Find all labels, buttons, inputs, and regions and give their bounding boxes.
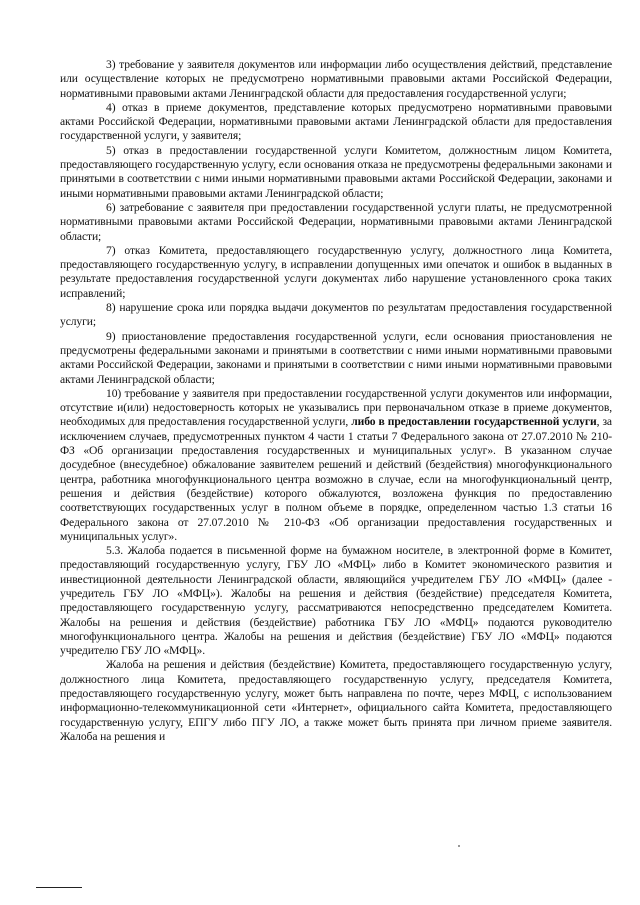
paragraph-item-9: 9) приостановление предоставления государственной услуги, если основания приостановления не предусмотрены федеральными законами и принятыми в соответствии с ними иными нормативными правовыми актами Российской Федерации, законами и принятыми в соответствии с ними иными нормативными правовыми актами Ленинградской области; xyxy=(60,329,612,386)
paragraph-5-3: 5.3. Жалоба подается в письменной форме на бумажном носителе, в электронной форме в Комитет, предоставляющий государственную услугу, ГБУ ЛО «МФЦ» либо в Комитет экономического развития и инвестиционной деятельности Ленинградской области, являющийся учредителем ГБУ ЛО «МФЦ» (далее - учредитель ГБУ ЛО «МФЦ»). Жалобы на решения и действия (бездействие) председателя Комитета, предоставляющего государственную услугу, рассматриваются непосредственно председателем Комитета. Жалобы на решения и действия (бездействие) работника ГБУ ЛО «МФЦ» подаются руководителю многофункционального центра. Жалобы на решения и действия (бездействие) ГБУ ЛО «МФЦ» подаются учредителю ГБУ ЛО «МФЦ». xyxy=(60,544,612,658)
paragraph-item-4: 4) отказ в приеме документов, представление которых предусмотрено нормативными правовыми актами Российской Федерации, нормативными правовыми актами Ленинградской области для предоставления государственной услуги, у заявителя; xyxy=(60,100,612,143)
paragraph-item-10-start: 10) требование у заявителя при предоставлении государственной услуги документов или информации, отсутствие и(или) недостоверность которых не указывались при первоначальном отказе в приеме документов, необходимых для предоставления государственной услуги, xyxy=(60,386,612,429)
paragraph-item-10 xyxy=(60,387,612,544)
scan-speck xyxy=(458,845,460,847)
paragraph-complaint-channels: Жалоба на решения и действия (бездействие) Комитета, предоставляющего государственную услугу, должностного лица Комитета, предоставляющего государственную услугу, председателя Комитета, предоставляющего государственную услугу, может быть направлена по почте, через МФЦ, с использованием информационно-телекоммуникационной сети «Интернет», официального сайта Комитета, предоставляющего государственную услугу, ЕПГУ либо ПГУ ЛО, а также может быть принята при личном приеме заявителя. Жалоба на решения и xyxy=(60,658,612,743)
paragraph-item-6: 6) затребование с заявителя при предоставлении государственной услуги платы, не предусмотренной нормативными правовыми актами Российской Федерации, нормативными правовыми актами Ленинградской области; xyxy=(60,200,612,243)
footnote-rule xyxy=(36,887,82,888)
paragraph-item-3: 3) требование у заявителя документов или информации либо осуществления действий, представление или осуществление которых не предусмотрено нормативными правовыми актами Российской Федерации, нормативными правовыми актами Ленинградской области для предоставления государственной услуги; xyxy=(60,58,612,100)
paragraph-item-7: 7) отказ Комитета, предоставляющего государственную услугу, должностного лица Комитета, предоставляющего государственную услугу, в исправлении допущенных ими опечаток и ошибок в выданных в результате предоставления государственной услуги документах либо нарушение установленного срока таких исправлений; xyxy=(60,243,612,300)
paragraph-item-8: 8) нарушение срока или порядка выдачи документов по результатам предоставления государственной услуги; xyxy=(60,301,612,329)
document-page xyxy=(60,58,612,744)
paragraph-item-10-end: , за исключением случаев, предусмотренных пунктом 4 части 1 статьи 7 Федерального закона от 27.07.2010 № 210-ФЗ «Об организации предоставления государственных и муниципальных услуг». В указанном случае досудебное (внесудебное) обжалование заявителем решений и действий (бездействия) многофункционального центра, работника многофункционального центра возможно в случае, если на многофункциональный центр, решения и действия (бездействие) которого обжалуются, возложена функция по предоставлению соответствующих государственных услуг в полном объеме в порядке, определенном частью 1.3 статьи 16 Федерального закона от 27.07.2010 № 210-ФЗ «Об организации предоставления государственных и муниципальных услуг». xyxy=(60,415,612,543)
paragraph-item-10-bold: либо в предоставлении государственной услуги xyxy=(351,415,597,429)
paragraph-item-5: 5) отказ в предоставлении государственной услуги Комитетом, должностным лицом Комитета, предоставляющего государственную услугу, если основания отказа не предусмотрены федеральными законами и принятыми в соответствии с ними иными нормативными правовыми актами Российской Федерации, законами и иными нормативными правовыми актами Ленинградской области; xyxy=(60,143,612,200)
